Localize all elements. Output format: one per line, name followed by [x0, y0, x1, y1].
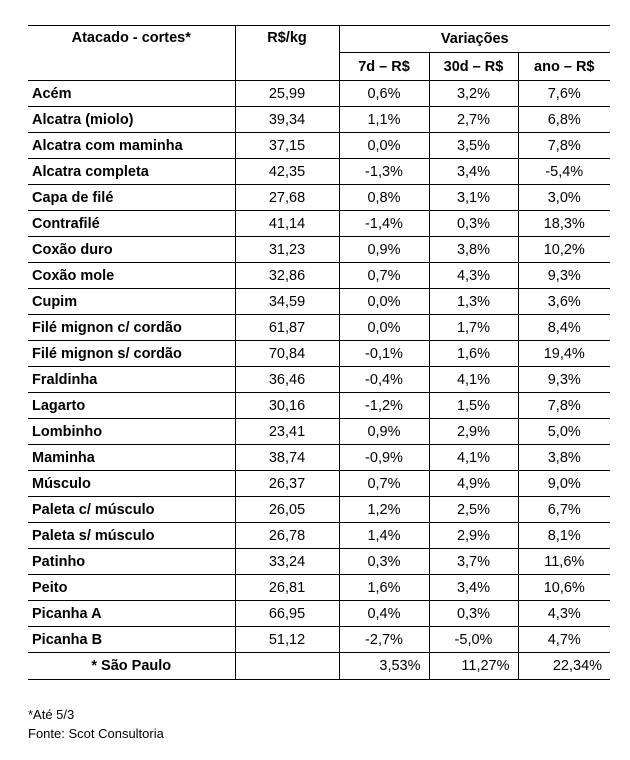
footer [28, 705, 164, 743]
variation-7d: 0,8% [339, 185, 429, 211]
variation-7d: 0,9% [339, 419, 429, 445]
variation-7d: 0,3% [339, 549, 429, 575]
header-price: R$/kg [235, 26, 339, 81]
table-row [28, 445, 610, 471]
price-per-kg: 33,24 [235, 549, 339, 575]
table-row [28, 159, 610, 185]
price-per-kg: 25,99 [235, 81, 339, 107]
cut-name: Acém [28, 81, 235, 107]
variation-year: 9,3% [518, 263, 610, 289]
variation-year: 10,2% [518, 237, 610, 263]
cut-name: Fraldinha [28, 367, 235, 393]
table-row [28, 263, 610, 289]
variation-7d: 1,2% [339, 497, 429, 523]
variation-year: 6,8% [518, 107, 610, 133]
variation-30d: 3,8% [429, 237, 518, 263]
variation-year: 3,0% [518, 185, 610, 211]
table-row [28, 107, 610, 133]
variation-year: 9,0% [518, 471, 610, 497]
cut-name: Alcatra completa [28, 159, 235, 185]
variation-30d: 4,1% [429, 445, 518, 471]
total-row-sao-paulo [28, 653, 610, 680]
variation-year: 7,6% [518, 81, 610, 107]
table-row [28, 575, 610, 601]
variation-year: 4,3% [518, 601, 610, 627]
cut-name: Patinho [28, 549, 235, 575]
table-row [28, 211, 610, 237]
cut-name: Peito [28, 575, 235, 601]
total-variation-30d: 11,27% [429, 653, 518, 680]
cut-name: Capa de filé [28, 185, 235, 211]
variation-30d: 4,9% [429, 471, 518, 497]
price-per-kg: 26,37 [235, 471, 339, 497]
cut-name: Alcatra (miolo) [28, 107, 235, 133]
variation-7d: 0,0% [339, 133, 429, 159]
variation-year: 9,3% [518, 367, 610, 393]
variation-year: 11,6% [518, 549, 610, 575]
price-per-kg: 32,86 [235, 263, 339, 289]
variation-30d: 3,5% [429, 133, 518, 159]
cut-name: Contrafilé [28, 211, 235, 237]
variation-30d: 3,4% [429, 159, 518, 185]
cut-name: Picanha A [28, 601, 235, 627]
price-per-kg: 42,35 [235, 159, 339, 185]
table-row [28, 523, 610, 549]
variation-year: 5,0% [518, 419, 610, 445]
variation-30d: 1,7% [429, 315, 518, 341]
variation-7d: 0,7% [339, 263, 429, 289]
total-price [235, 653, 339, 680]
price-per-kg: 37,15 [235, 133, 339, 159]
variation-year: 8,4% [518, 315, 610, 341]
variation-30d: 1,6% [429, 341, 518, 367]
table-row [28, 601, 610, 627]
cut-name: Maminha [28, 445, 235, 471]
table-row [28, 341, 610, 367]
variation-year: 6,7% [518, 497, 610, 523]
variation-30d: -5,0% [429, 627, 518, 653]
table-body [28, 81, 610, 680]
variation-7d: 1,1% [339, 107, 429, 133]
variation-7d: -1,2% [339, 393, 429, 419]
table-row [28, 133, 610, 159]
cut-name: Lagarto [28, 393, 235, 419]
price-per-kg: 41,14 [235, 211, 339, 237]
variation-year: 4,7% [518, 627, 610, 653]
variation-30d: 2,7% [429, 107, 518, 133]
variation-30d: 4,1% [429, 367, 518, 393]
table-row [28, 393, 610, 419]
header-row-main [28, 26, 610, 53]
table-row [28, 627, 610, 653]
table-row [28, 237, 610, 263]
variation-30d: 3,4% [429, 575, 518, 601]
cut-name: Lombinho [28, 419, 235, 445]
price-table-container [28, 25, 610, 680]
price-per-kg: 23,41 [235, 419, 339, 445]
header-30d: 30d – R$ [429, 53, 518, 81]
cut-name: Paleta c/ músculo [28, 497, 235, 523]
variation-7d: -1,3% [339, 159, 429, 185]
variation-year: 7,8% [518, 133, 610, 159]
header-year: ano – R$ [518, 53, 610, 81]
variation-7d: -1,4% [339, 211, 429, 237]
variation-7d: 1,6% [339, 575, 429, 601]
variation-year: 3,8% [518, 445, 610, 471]
cut-name: Coxão mole [28, 263, 235, 289]
price-per-kg: 27,68 [235, 185, 339, 211]
variation-year: -5,4% [518, 159, 610, 185]
variation-year: 7,8% [518, 393, 610, 419]
price-per-kg: 39,34 [235, 107, 339, 133]
variation-year: 19,4% [518, 341, 610, 367]
variation-year: 18,3% [518, 211, 610, 237]
price-per-kg: 36,46 [235, 367, 339, 393]
footnote-date: *Até 5/3 [28, 707, 75, 722]
variation-7d: -0,4% [339, 367, 429, 393]
cut-name: Músculo [28, 471, 235, 497]
variation-30d: 2,9% [429, 419, 518, 445]
variation-7d: 0,9% [339, 237, 429, 263]
variation-7d: 0,6% [339, 81, 429, 107]
cut-name: Filé mignon s/ cordão [28, 341, 235, 367]
variation-30d: 0,3% [429, 601, 518, 627]
variation-7d: 0,0% [339, 315, 429, 341]
variation-year: 10,6% [518, 575, 610, 601]
header-variations: Variações [339, 26, 610, 53]
variation-30d: 3,1% [429, 185, 518, 211]
price-per-kg: 51,12 [235, 627, 339, 653]
total-label: * São Paulo [28, 653, 235, 680]
table-row [28, 367, 610, 393]
price-per-kg: 66,95 [235, 601, 339, 627]
footnote-source: Fonte: Scot Consultoria [28, 726, 164, 741]
wholesale-beef-cuts-table [28, 25, 610, 680]
variation-7d: 0,7% [339, 471, 429, 497]
price-per-kg: 26,78 [235, 523, 339, 549]
table-row [28, 549, 610, 575]
price-per-kg: 31,23 [235, 237, 339, 263]
variation-year: 3,6% [518, 289, 610, 315]
variation-30d: 2,5% [429, 497, 518, 523]
table-row [28, 497, 610, 523]
table-row [28, 185, 610, 211]
price-per-kg: 34,59 [235, 289, 339, 315]
variation-30d: 1,3% [429, 289, 518, 315]
cut-name: Cupim [28, 289, 235, 315]
table-row [28, 289, 610, 315]
price-per-kg: 61,87 [235, 315, 339, 341]
variation-7d: -2,7% [339, 627, 429, 653]
cut-name: Filé mignon c/ cordão [28, 315, 235, 341]
price-per-kg: 70,84 [235, 341, 339, 367]
price-per-kg: 30,16 [235, 393, 339, 419]
table-row [28, 315, 610, 341]
variation-year: 8,1% [518, 523, 610, 549]
variation-7d: -0,1% [339, 341, 429, 367]
variation-7d: -0,9% [339, 445, 429, 471]
price-per-kg: 38,74 [235, 445, 339, 471]
header-cut: Atacado - cortes* [28, 26, 235, 81]
cut-name: Alcatra com maminha [28, 133, 235, 159]
variation-30d: 3,2% [429, 81, 518, 107]
variation-7d: 0,0% [339, 289, 429, 315]
price-per-kg: 26,05 [235, 497, 339, 523]
price-per-kg: 26,81 [235, 575, 339, 601]
variation-30d: 1,5% [429, 393, 518, 419]
total-variation-year: 22,34% [518, 653, 610, 680]
cut-name: Paleta s/ músculo [28, 523, 235, 549]
variation-30d: 3,7% [429, 549, 518, 575]
total-variation-7d: 3,53% [339, 653, 429, 680]
table-row [28, 81, 610, 107]
variation-30d: 0,3% [429, 211, 518, 237]
table-row [28, 471, 610, 497]
variation-7d: 1,4% [339, 523, 429, 549]
table-row [28, 419, 610, 445]
variation-30d: 2,9% [429, 523, 518, 549]
cut-name: Coxão duro [28, 237, 235, 263]
variation-30d: 4,3% [429, 263, 518, 289]
header-7d: 7d – R$ [339, 53, 429, 81]
cut-name: Picanha B [28, 627, 235, 653]
variation-7d: 0,4% [339, 601, 429, 627]
